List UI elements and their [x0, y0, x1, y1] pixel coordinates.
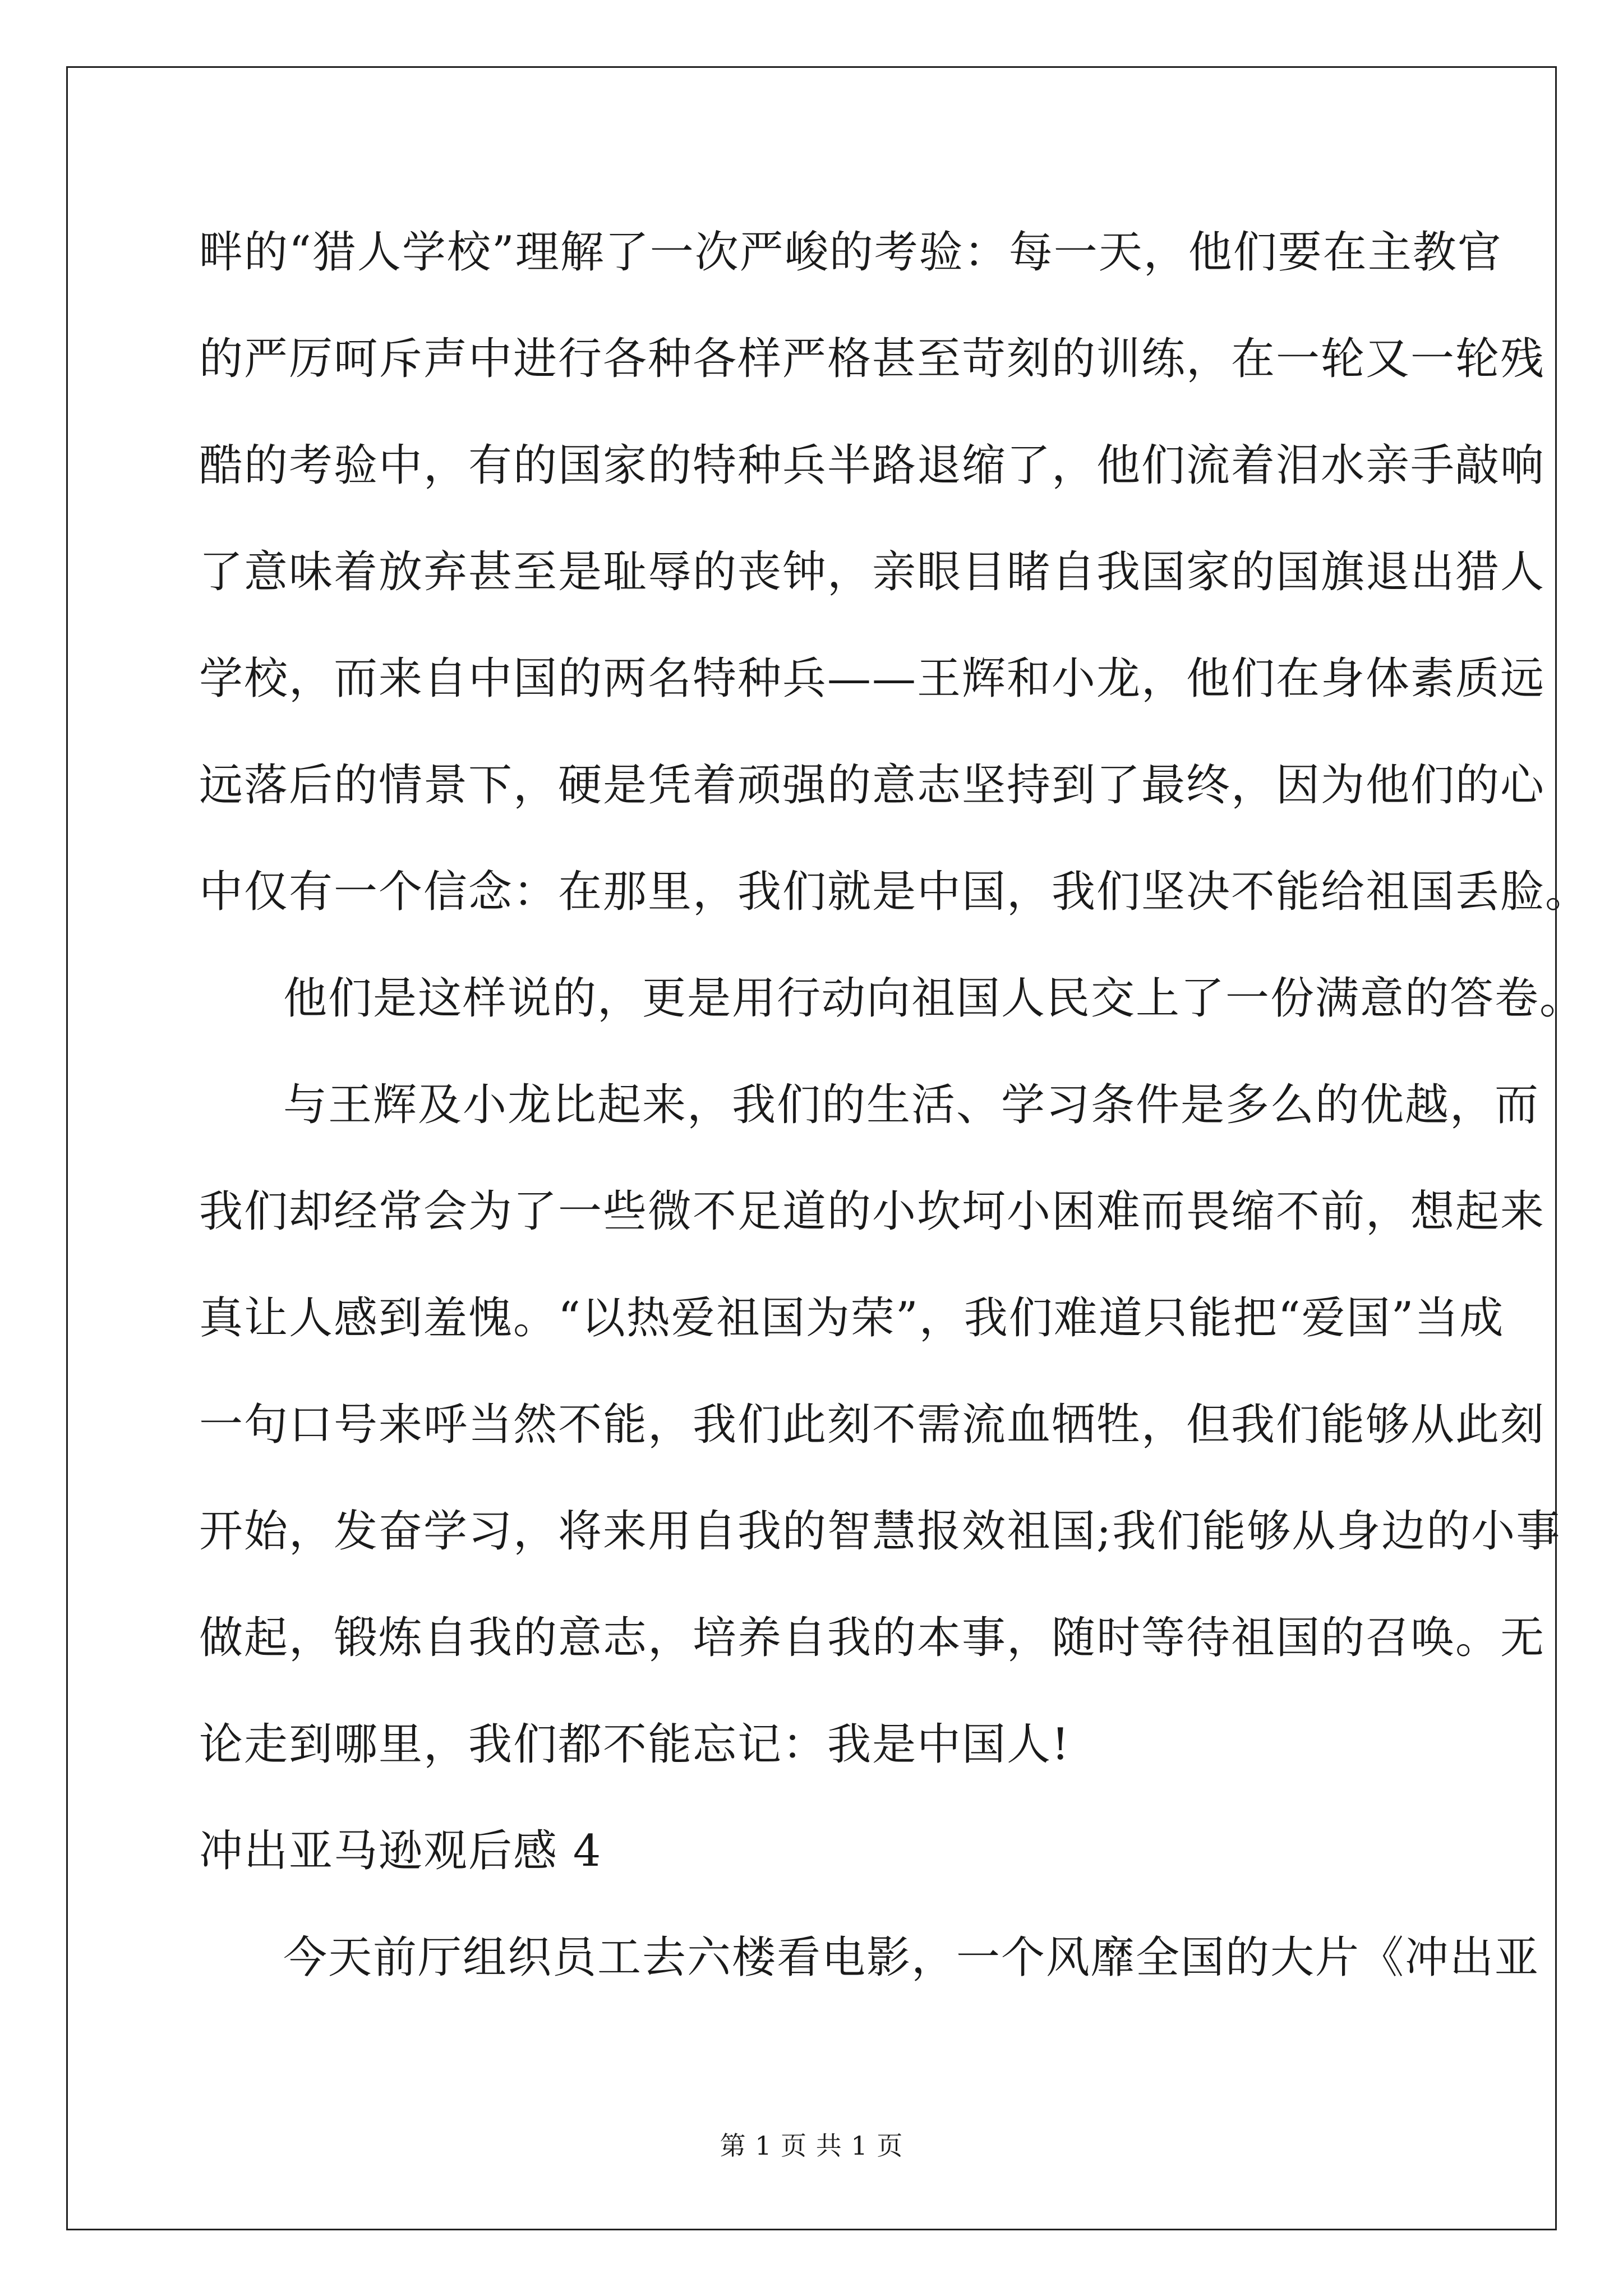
text-line-7: 中仅有一个信念：在那里，我们就是中国，我们坚决不能给祖国丢脸。 — [199, 867, 1590, 917]
text-line-3: 酷的考验中，有的国家的特种兵半路退缩了，他们流着泪水亲手敲响 — [199, 440, 1546, 491]
text-line-15: 论走到哪里，我们都不能忘记：我是中国人! — [199, 1719, 1071, 1770]
text-line-17: 今天前厅组织员工去六楼看电影，一个风靡全国的大片《冲出亚 — [283, 1932, 1540, 1983]
text-line-1: 畔的“猎人学校”理解了一次严峻的考验：每一天，他们要在主教官 — [199, 227, 1502, 278]
text-line-13: 开始，发奋学习，将来用自我的智慧报效祖国;我们能够从身边的小事 — [199, 1506, 1561, 1557]
text-line-12: 一句口号来呼当然不能，我们此刻不需流血牺牲，但我们能够从此刻 — [199, 1400, 1546, 1450]
page-footer: 第 1 页 共 1 页 — [720, 2131, 903, 2161]
text-line-2: 的严厉呵斥声中进行各种各样严格甚至苛刻的训练，在一轮又一轮残 — [199, 334, 1546, 384]
text-line-8: 他们是这样说的，更是用行动向祖国人民交上了一份满意的答卷。 — [283, 973, 1585, 1024]
section-heading: 冲出亚马逊观后感 4 — [199, 1826, 602, 1876]
text-line-5: 学校，而来自中国的两名特种兵——王辉和小龙，他们在身体素质远 — [199, 654, 1546, 704]
text-line-9: 与王辉及小龙比起来，我们的生活、学习条件是多么的优越，而 — [283, 1080, 1540, 1130]
text-line-11: 真让人感到羞愧。“以热爱祖国为荣”，我们难道只能把“爱国”当成 — [199, 1293, 1505, 1343]
text-line-4: 了意味着放弃甚至是耻辱的丧钟，亲眼目睹自我国家的国旗退出猎人 — [199, 547, 1546, 597]
text-line-6: 远落后的情景下，硬是凭着顽强的意志坚持到了最终，因为他们的心 — [199, 760, 1546, 811]
text-line-10: 我们却经常会为了一些微不足道的小坎坷小困难而畏缩不前，想起来 — [199, 1186, 1546, 1237]
text-line-14: 做起，锻炼自我的意志，培养自我的本事，随时等待祖国的召唤。无 — [199, 1613, 1546, 1663]
document-body — [199, 199, 1590, 2011]
